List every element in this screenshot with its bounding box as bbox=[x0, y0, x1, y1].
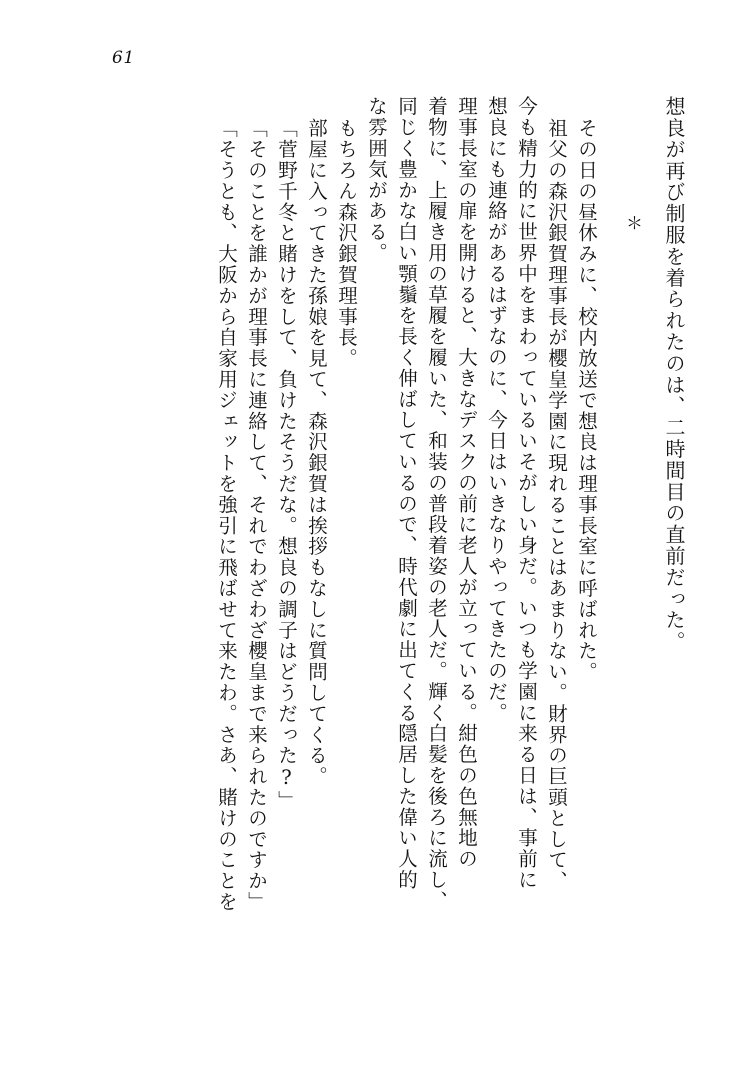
vertical-text-body bbox=[74, 96, 684, 966]
section-separator: ＊ bbox=[622, 214, 642, 231]
text-column-spacer bbox=[596, 96, 610, 966]
text-column: 「菅野千冬と賭けをして、負けたそうだな。想良の調子はどうだった?」 bbox=[275, 118, 298, 812]
text-column: 祖父の森沢銀賀理事長が櫻皇学園に現れることはあまりない。財界の巨頭として、 bbox=[545, 118, 568, 892]
text-column: 「そうとも、大阪から自家用ジェットを強引に飛ばせて来たわ。さあ、賭けのことを bbox=[215, 118, 238, 913]
text-column: な雰囲気がある。 bbox=[365, 96, 388, 264]
text-column: 理事長室の扉を開けると、大きなデスクの前に老人が立っている。紺色の色無地の bbox=[455, 96, 478, 870]
text-column: 同じく豊かな白い顎鬚を長く伸ばしているので、時代劇に出てくる隠居した偉い人的 bbox=[395, 96, 418, 891]
text-column: 着物に、上履き用の草履を履いた、和装の普段着姿の老人だ。輝く白髪を後ろに流し、 bbox=[425, 96, 448, 912]
text-column: もちろん森沢銀賀理事長。 bbox=[335, 118, 358, 369]
text-column: その日の昼休みに、校内放送で想良は理事長室に呼ばれた。 bbox=[575, 118, 598, 683]
text-column: 部屋に入ってきた孫娘を見て、森沢銀賀は挨拶もなしに質問してくる。 bbox=[305, 118, 328, 787]
page-number: 61 bbox=[112, 48, 135, 68]
text-column: 今も精力的に世界中をまわっているいそがしい身だ。いつも学園に来る日は、事前に bbox=[515, 96, 538, 891]
text-column: 想良にも連絡があるはずなのに、今日はいきなりやってきたのだ。 bbox=[485, 96, 508, 723]
text-column: 「そのことを誰かが理事長に連絡して、それでわざわざ櫻皇まで来られたのですか」 bbox=[245, 118, 268, 913]
text-column: 想良が再び制服を着られたのは、二時間目の直前だった。 bbox=[662, 96, 686, 653]
text-column-spacer bbox=[640, 96, 654, 966]
